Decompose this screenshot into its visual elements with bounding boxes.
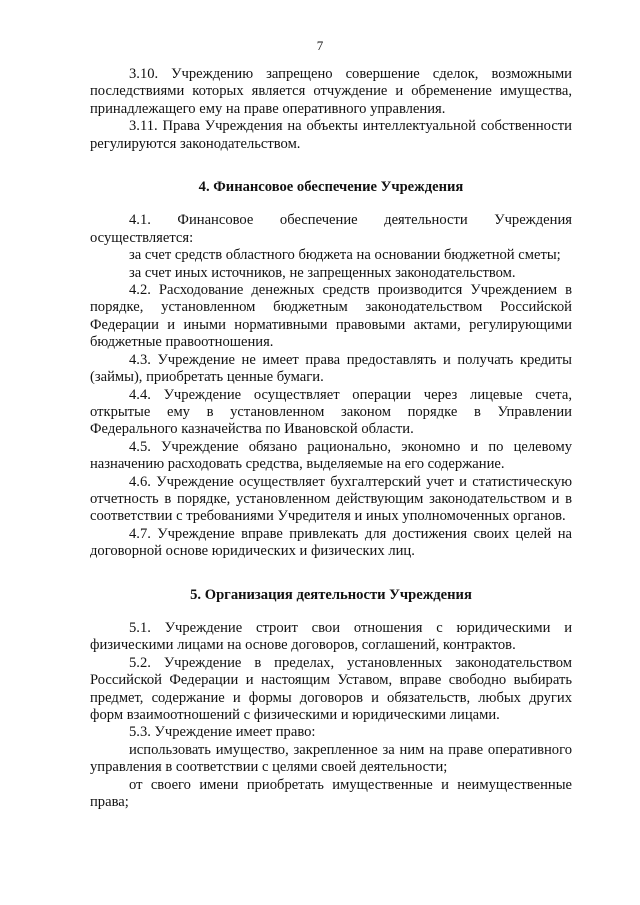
- paragraph-4-1-item-1: за счет средств областного бюджета на основании бюджетной сметы;: [129, 247, 561, 264]
- spacer: [90, 153, 572, 179]
- paragraph-4-7: 4.7. Учреждение вправе привлекать для достижения своих целей на договорной основе юридических и физических лиц.: [90, 525, 572, 560]
- paragraph-5-3: 5.3. Учреждение имеет право:: [129, 724, 316, 741]
- paragraph-5-3-item-2: от своего имени приобретать имущественные и неимущественные права;: [90, 776, 572, 811]
- paragraph-3-11: 3.11. Права Учреждения на объекты интеллектуальной собственности регулируются законодательством.: [90, 118, 572, 152]
- paragraph-5-3-item-1: использовать имущество, закрепленное за ним на праве оперативного управления в соответствии с целями своей деятельности;: [90, 741, 572, 776]
- document-body: [90, 66, 572, 811]
- page-number: 7: [316, 38, 324, 53]
- paragraph-4-6: 4.6. Учреждение осуществляет бухгалтерский учет и статистическую отчетность в порядке, установленном действующим законодательством и в соответствии с требованиями Учредителя и иных уполномоченных органов.: [90, 473, 572, 525]
- paragraph-4-3: 4.3. Учреждение не имеет права предоставлять и получать кредиты (займы), приобретать ценные бумаги.: [90, 351, 572, 386]
- paragraph-4-4: 4.4. Учреждение осуществляет операции через лицевые счета, открытые ему в установленном законом порядке в Управлении Федерального казначейства по Ивановской области.: [90, 386, 572, 438]
- paragraph-4-1: 4.1. Финансовое обеспечение деятельности Учреждения осуществляется:: [90, 212, 572, 246]
- paragraph-5-1: 5.1. Учреждение строит свои отношения с юридическими и физическими лицами на основе договоров, соглашений, контрактов.: [90, 619, 572, 654]
- spacer: [90, 196, 572, 212]
- section-4-heading: 4. Финансовое обеспечение Учреждения: [198, 179, 464, 196]
- paragraph-4-5: 4.5. Учреждение обязано рационально, экономно и по целевому назначению расходовать средства, выделяемые на его содержание.: [90, 438, 572, 473]
- section-5-heading: 5. Организация деятельности Учреждения: [190, 586, 472, 603]
- spacer: [90, 604, 572, 620]
- paragraph-4-2: 4.2. Расходование денежных средств производится Учреждением в порядке, установленном бюджетным законодательством Российской Федерации и иными нормативными правовыми актами, регулирующими бюджетные правоотношения.: [90, 282, 572, 351]
- paragraph-4-1-item-2: за счет иных источников, не запрещенных законодательством.: [129, 264, 516, 281]
- paragraph-5-2: 5.2. Учреждение в пределах, установленных законодательством Российской Федерации и настоящим Уставом, вправе свободно выбирать предмет, содержание и формы договоров и обязательств, любых других форм взаимоотношений с физическими и юридическими лицами.: [90, 654, 572, 723]
- spacer: [90, 561, 572, 587]
- paragraph-3-10: 3.10. Учреждению запрещено совершение сделок, возможными последствиями которых является отчуждение и обременение имущества, принадлежащего ему на праве оперативного управления.: [90, 66, 572, 117]
